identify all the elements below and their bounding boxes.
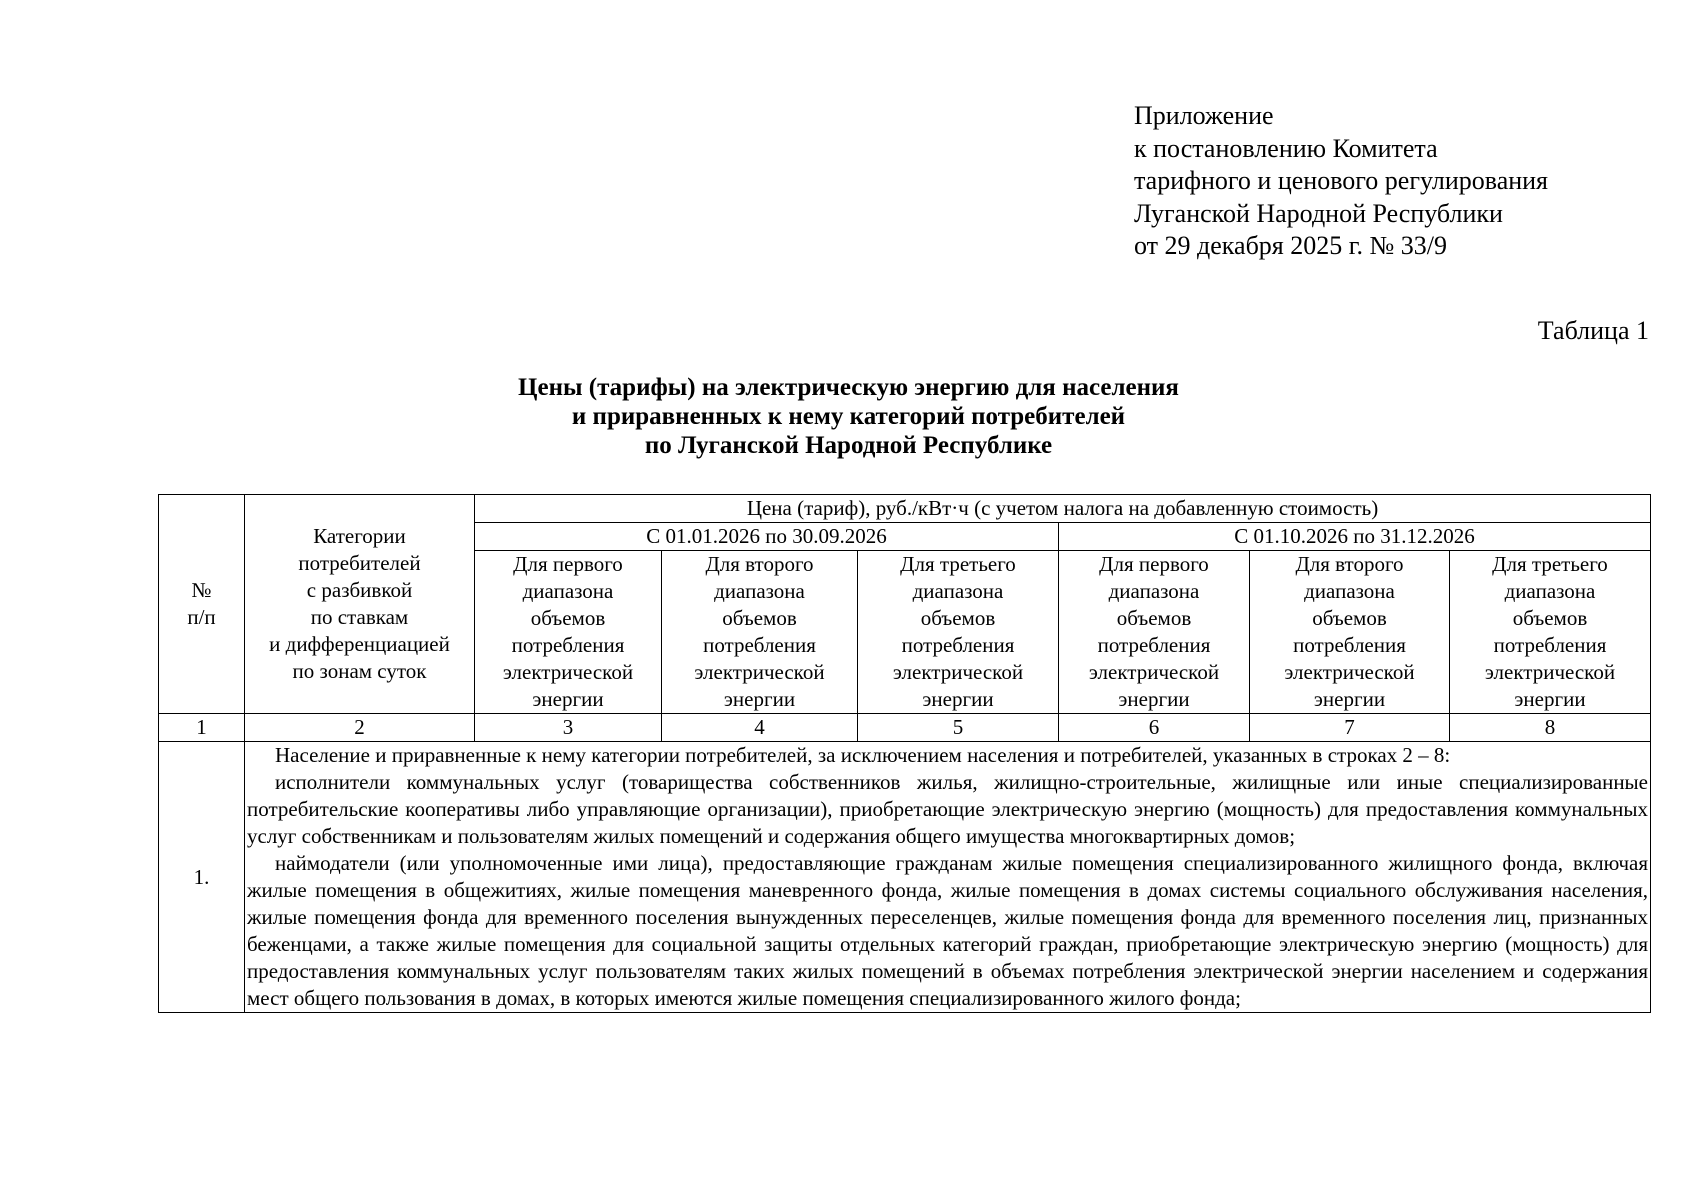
column-number-row	[159, 714, 1651, 742]
document-title	[0, 373, 1697, 460]
header-line: объемов	[1116, 606, 1192, 630]
header-line: электрической	[892, 660, 1024, 684]
header-line: потребителей	[298, 551, 421, 575]
row-description-cell	[245, 742, 1651, 1013]
header-line: объемов	[722, 606, 797, 630]
column-number-cell: 8	[1450, 714, 1651, 742]
header-line: диапазона	[912, 579, 1004, 603]
range-header-cell	[1450, 551, 1651, 714]
number-header-cell	[159, 495, 245, 714]
header-line: Для второго	[705, 552, 814, 576]
header-line: диапазона	[714, 579, 805, 603]
header-line: энергии	[723, 687, 796, 711]
description-paragraph: наймодатели (или уполномоченные ими лица), предоставляющие гражданам жилые помещения специализированного жилищного фонда, включая жилые помещения в общежитиях, жилые помещения маневренного фонда, жилые помещения в домах системы социального обслуживания населения, жилые помещения фонда для временного поселения вынужденных переселенцев, жилые помещения фонда для временного поселения лиц, признанных беженцами, а также жилые помещения для социальной защиты отдельных категорий граждан, приобретающие электрическую энергию (мощность) для предоставления коммунальных услуг пользователям таких жилых помещений в объемах потребления электрической энергии населением и содержания мест общего пользования в домах, в которых имеются жилые помещения специализированного жилого фонда;	[247, 851, 1648, 1010]
header-line: п/п	[187, 605, 216, 629]
header-line: потребления	[1293, 633, 1406, 657]
appendix-line: Приложение	[1134, 101, 1274, 130]
header-line: Для первого	[1099, 552, 1209, 576]
description-paragraph: исполнители коммунальных услуг (товарищества собственников жилья, жилищно-строительные, жилищные или иные специализированные потребительские кооперативы либо управляющие организации), приобретающие электрическую энергию (мощность) для предоставления коммунальных услуг собственникам и пользователям жилых помещений и содержания общего имущества многоквартирных домов;	[247, 770, 1648, 848]
header-line: объемов	[530, 606, 606, 630]
appendix-block	[1134, 100, 1548, 263]
header-line: Для третьего	[900, 552, 1016, 576]
column-number-cell: 2	[245, 714, 475, 742]
period-header-cell: С 01.01.2026 по 30.09.2026	[475, 523, 1059, 551]
header-line: потребления	[1097, 633, 1211, 657]
header-line: №	[191, 578, 212, 602]
column-number-cell: 5	[858, 714, 1059, 742]
row-number-cell: 1.	[159, 742, 245, 1013]
range-header-cell	[1250, 551, 1450, 714]
range-header-cell	[662, 551, 858, 714]
title-line: Цены (тарифы) на электрическую энергию для населения	[518, 374, 1179, 401]
header-line: энергии	[1118, 687, 1190, 711]
header-line: объемов	[1312, 606, 1387, 630]
column-number-cell: 1	[159, 714, 245, 742]
appendix-line: Луганской Народной Республики	[1134, 198, 1503, 228]
range-header-cell	[475, 551, 662, 714]
header-line: диапазона	[1504, 579, 1596, 603]
appendix-line: тарифного и ценового регулирования	[1134, 166, 1549, 195]
category-header-cell	[245, 495, 475, 714]
header-line: по зонам суток	[292, 659, 427, 683]
title-line: и приравненных к нему категорий потребителей	[571, 403, 1126, 430]
header-line: энергии	[1313, 687, 1386, 711]
title-line: по Луганской Народной Республике	[644, 432, 1053, 459]
header-line: энергии	[532, 687, 604, 711]
column-number-cell: 3	[475, 714, 662, 742]
header-line: и дифференциацией	[269, 632, 450, 656]
table-row	[159, 742, 1651, 1013]
header-line: по ставкам	[310, 605, 409, 629]
column-number-cell: 4	[662, 714, 858, 742]
header-line: электрической	[1088, 660, 1220, 684]
column-number-cell: 6	[1059, 714, 1250, 742]
header-line: энергии	[1514, 687, 1586, 711]
header-line: электрической	[1284, 660, 1415, 684]
header-line: потребления	[703, 633, 816, 657]
range-header-cell	[1059, 551, 1250, 714]
table-label: Таблица 1	[1537, 316, 1649, 345]
header-line: диапазона	[1304, 579, 1395, 603]
price-header-cell: Цена (тариф), руб./кВт·ч (с учетом налога на добавленную стоимость)	[475, 495, 1651, 523]
header-line: диапазона	[522, 579, 614, 603]
header-line: потребления	[1493, 633, 1607, 657]
header-line: Для третьего	[1492, 552, 1608, 576]
header-line: с разбивкой	[306, 578, 413, 602]
header-line: диапазона	[1108, 579, 1200, 603]
header-line: объемов	[920, 606, 996, 630]
header-line: потребления	[511, 633, 625, 657]
header-line: Для первого	[513, 552, 623, 576]
header-line: электрической	[502, 660, 634, 684]
tariff-table	[158, 494, 1651, 1013]
header-line: электрической	[1484, 660, 1616, 684]
period-header-cell: С 01.10.2026 по 31.12.2026	[1059, 523, 1651, 551]
range-header-cell	[858, 551, 1059, 714]
header-line: Для второго	[1295, 552, 1404, 576]
column-number-cell: 7	[1250, 714, 1450, 742]
header-line: Категории	[313, 524, 406, 548]
header-line: объемов	[1512, 606, 1588, 630]
appendix-line: к постановлению Комитета	[1134, 133, 1438, 163]
header-line: электрической	[694, 660, 825, 684]
header-line: энергии	[922, 687, 994, 711]
appendix-line: от 29 декабря 2025 г. № 33/9	[1134, 231, 1448, 260]
header-line: потребления	[901, 633, 1015, 657]
price-header-row	[159, 495, 1651, 523]
description-paragraph: Население и приравненные к нему категории потребителей, за исключением населения и потребителей, указанных в строках 2 – 8:	[275, 743, 1451, 767]
